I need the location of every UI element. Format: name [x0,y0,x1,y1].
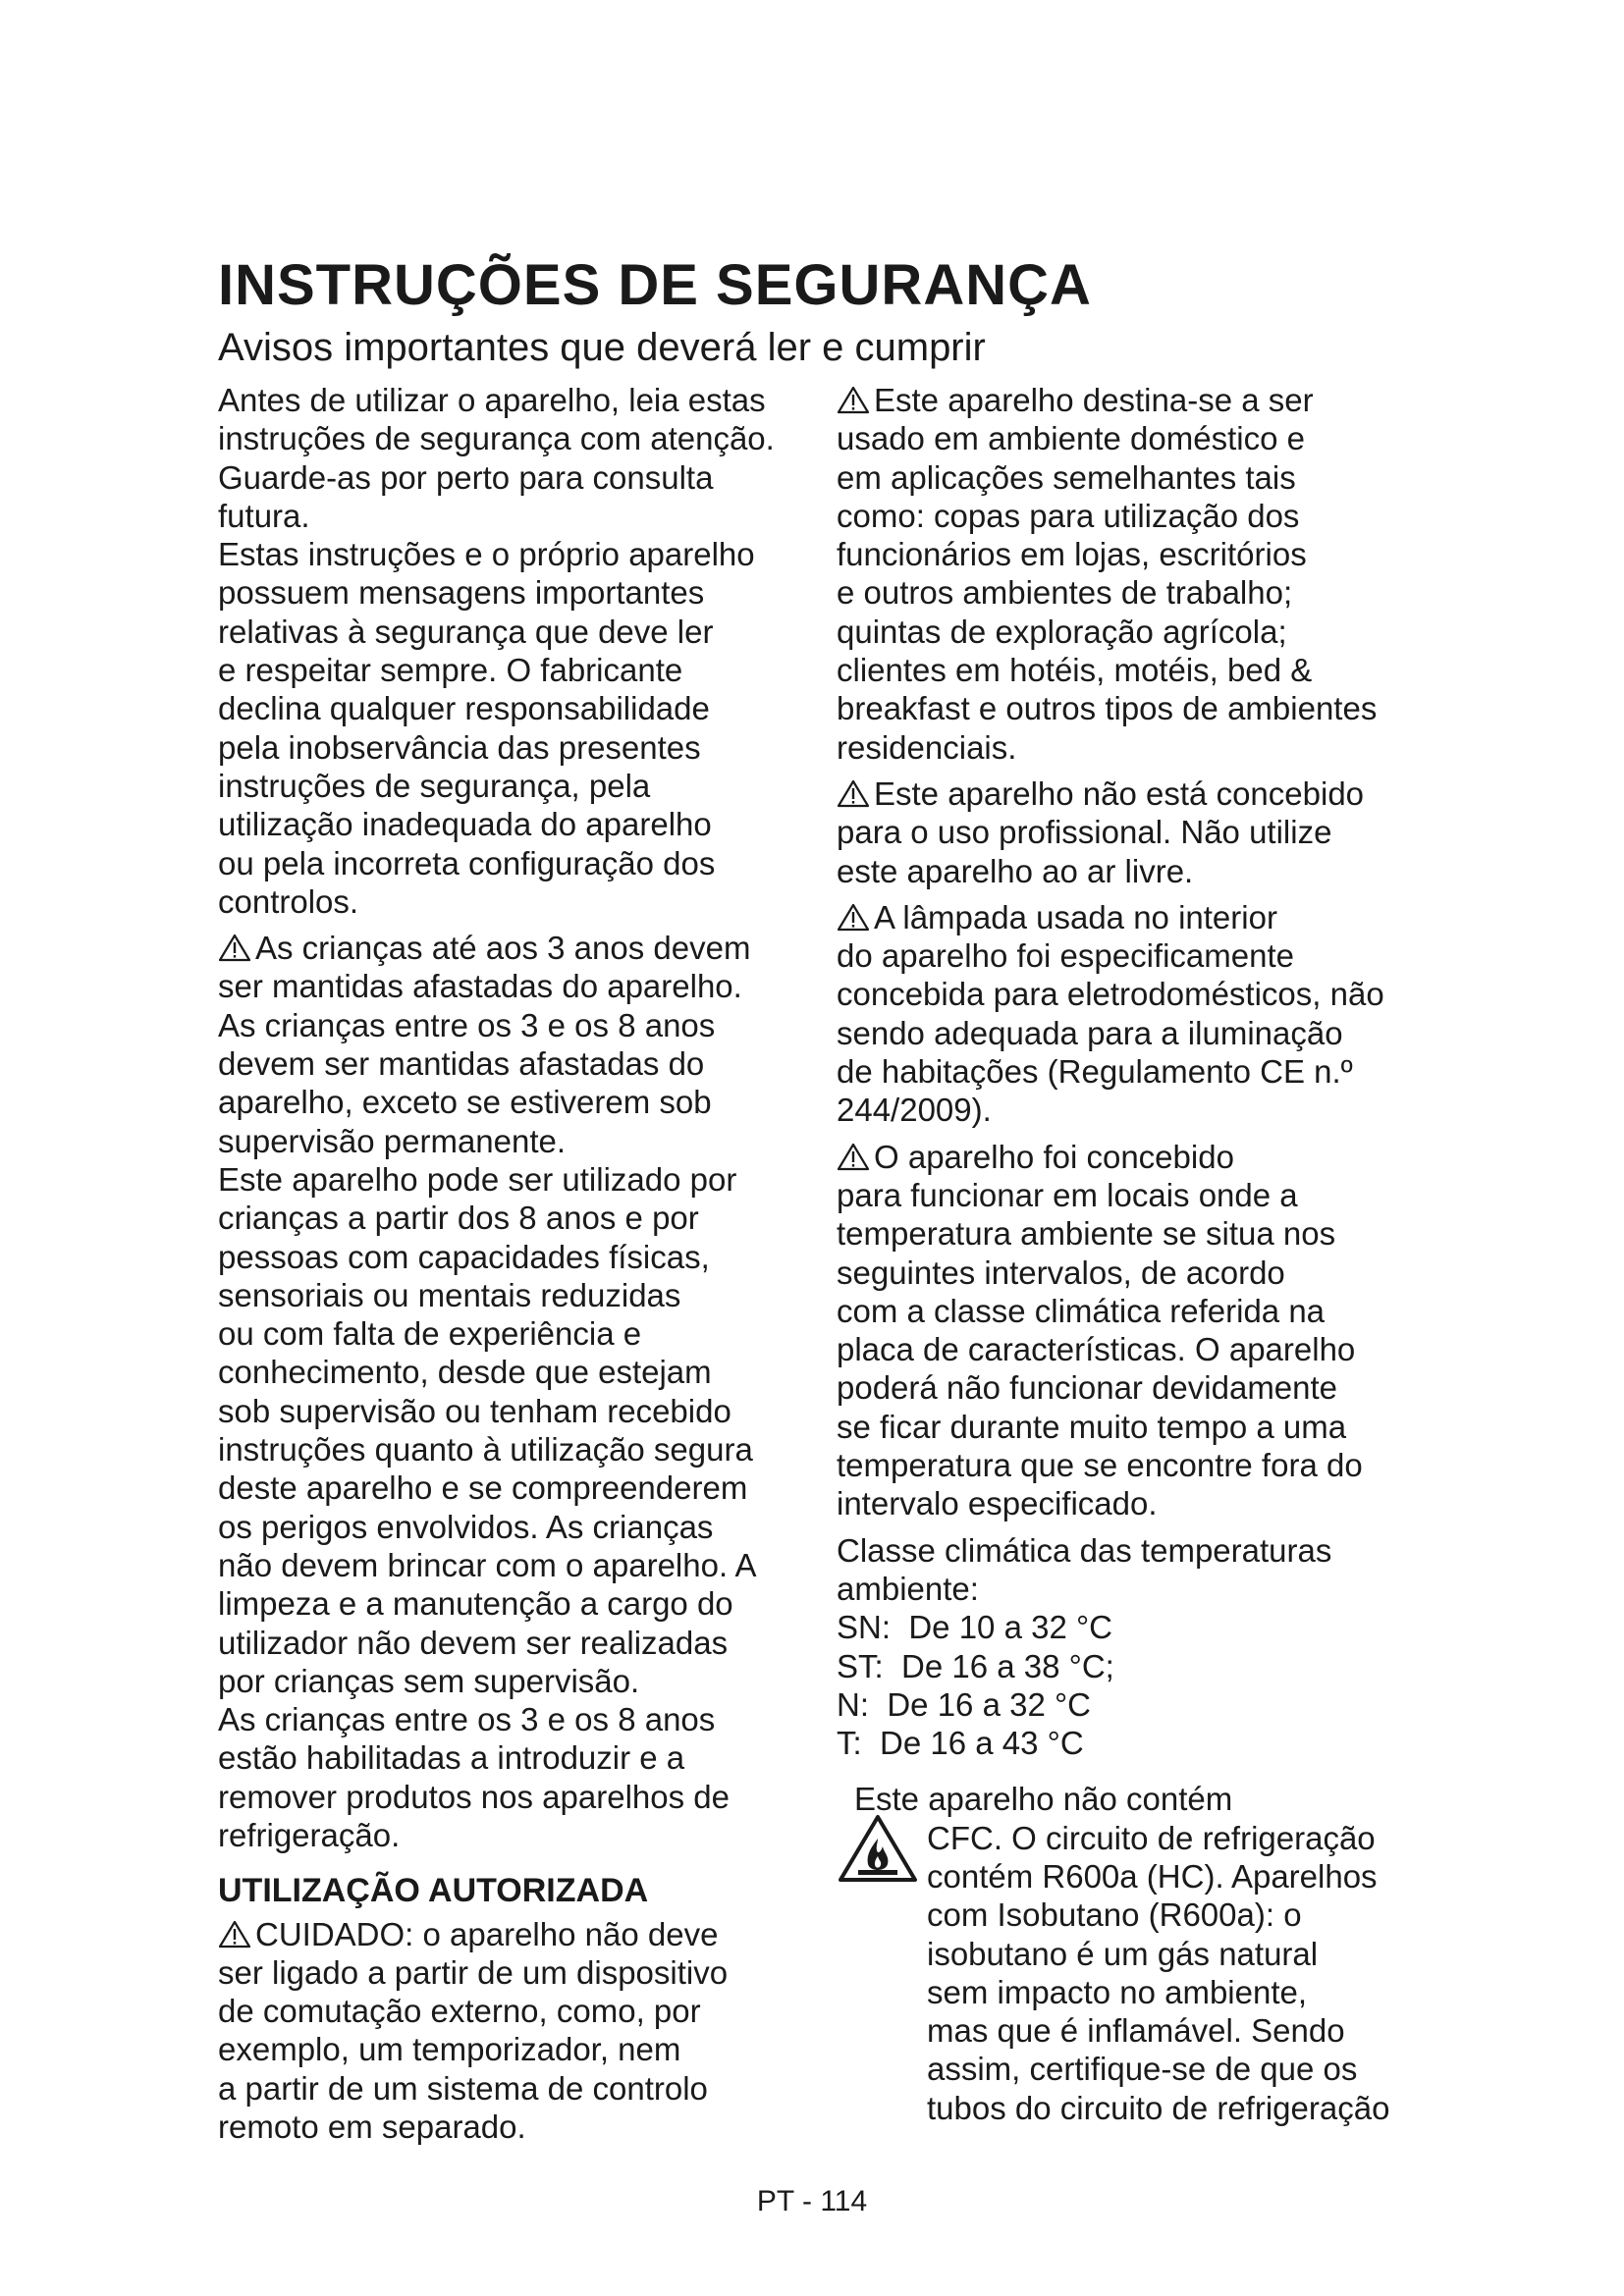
text-line [837,898,1426,936]
text-line: como: copas para utilização dos [837,497,1300,534]
warning-text: A lâmpada usada no interior [874,898,1277,935]
text-line: temperatura que se encontre fora do [837,1447,1363,1484]
climate-warning [837,1138,1426,1523]
text-line: crianças a partir dos 8 anos e por [218,1200,699,1237]
text-line: pessoas com capacidades físicas, [218,1238,710,1275]
warning-icon [837,902,870,932]
text-line: remover produtos nos aparelhos de [218,1778,730,1815]
text-line: Antes de utilizar o aparelho, leia estas [218,382,766,418]
text-line: Estas instruções e o próprio aparelho [218,536,755,573]
text-line: de comutação externo, como, por [218,1993,701,2030]
text-line: instruções quanto à utilização segura [218,1431,753,1468]
text-line: e respeitar sempre. O fabricante [218,652,683,689]
text-line: com a classe climática referida na [837,1292,1326,1329]
text-line: controlos. [218,882,359,920]
children-warning [218,929,817,1854]
text-line: quintas de exploração agrícola; [837,613,1287,650]
intro-paragraph [218,381,817,921]
text-line: isobutano é um gás natural [927,1935,1319,1972]
text-line: clientes em hotéis, motéis, bed & [837,652,1313,689]
climate-classes [837,1531,1426,1763]
warning-icon [218,933,251,962]
text-line: para funcionar em locais onde a [837,1176,1298,1213]
text-line: sensoriais ou mentais reduzidas [218,1276,681,1313]
text-line: futura. [218,497,310,534]
text-line: não devem brincar com o aparelho. A [218,1546,757,1583]
text-line: relativas à segurança que deve ler [218,613,714,650]
text-line: temperatura ambiente se situa nos [837,1215,1336,1253]
text-line: sob supervisão ou tenham recebido [218,1392,731,1429]
text-line: placa de características. O aparelho [837,1331,1356,1368]
text-line: instruções de segurança, pela [218,767,651,804]
text-line: sem impacto no ambiente, [927,1973,1308,2010]
text-line: Guarde-as por perto para consulta [218,458,714,496]
text-line: sendo adequada para a iluminação [837,1014,1343,1051]
text-line: assim, certifique-se de que os [927,2051,1358,2088]
warning-icon [837,1142,870,1171]
right-column [837,381,1426,2127]
lamp-warning [837,898,1426,1130]
warning-text: As crianças até aos 3 anos devem [255,930,751,967]
text-line: breakfast e outros tipos de ambientes [837,690,1378,727]
text-line: CFC. O circuito de refrigeração [927,1819,1376,1856]
text-line: concebida para eletrodomésticos, não [837,976,1384,1013]
text-line: Classe climática das temperaturas [837,1531,1332,1569]
text-line: Este aparelho não contém [854,1781,1233,1818]
text-line: ST: De 16 a 38 °C; [837,1647,1114,1684]
text-line: ambiente: [837,1570,979,1607]
text-line: contém R600a (HC). Aparelhos [927,1857,1378,1895]
text-line [218,929,817,967]
text-line: conhecimento, desde que estejam [218,1354,712,1391]
text-line: se ficar durante muito tempo a uma [837,1408,1347,1445]
warning-text: O aparelho foi concebido [874,1138,1234,1175]
text-line: ser ligado a partir de um dispositivo [218,1953,729,1991]
text-line: os perigos envolvidos. As crianças [218,1508,714,1545]
text-line: com Isobutano (R600a): o [927,1896,1302,1934]
text-line: ser mantidas afastadas do aparelho. [218,968,742,1005]
text-line [837,774,1426,813]
text-line: utilização inadequada do aparelho [218,806,712,843]
text-line: SN: De 10 a 32 °C [837,1609,1112,1646]
page-number: PT - 114 [756,2185,868,2217]
text-line [218,1915,817,1953]
text-line: As crianças entre os 3 e os 8 anos [218,1701,716,1738]
text-line: utilizador não devem ser realizadas [218,1624,729,1661]
text-line: Este aparelho pode ser utilizado por [218,1160,737,1198]
warning-icon [837,385,870,414]
text-line: tubos do circuito de refrigeração [927,2089,1390,2126]
text-line: seguintes intervalos, de acordo [837,1254,1285,1291]
text-line: por crianças sem supervisão. [218,1662,640,1699]
text-line: e outros ambientes de trabalho; [837,574,1293,612]
text-line: supervisão permanente. [218,1122,567,1159]
flammable-warning-icon [837,1813,919,1884]
text-line: remoto em separado. [218,2109,526,2146]
text-line: em aplicações semelhantes tais [837,458,1296,496]
text-line: a partir de um sistema de controlo [218,2069,708,2107]
text-line: possuem mensagens importantes [218,574,705,612]
professional-use-warning [837,774,1426,890]
text-line: exemplo, um temporizador, nem [218,2031,681,2068]
text-line: ou pela incorreta configuração dos [218,844,716,881]
text-line: ou com falta de experiência e [218,1315,642,1353]
text-line: estão habilitadas a introduzir e a [218,1739,685,1777]
warning-text: Este aparelho destina-se a ser [874,382,1314,418]
text-line: este aparelho ao ar livre. [837,852,1194,889]
text-line: deste aparelho e se compreenderem [218,1469,748,1507]
text-line: do aparelho foi especificamente [837,937,1294,975]
text-line: declina qualquer responsabilidade [218,690,710,727]
left-column [218,381,817,2154]
text-line: 244/2009). [837,1092,992,1129]
warning-text: Este aparelho não está concebido [874,774,1365,812]
text-line: funcionários em lojas, escritórios [837,536,1307,573]
text-line: para o uso profissional. Não utilize [837,814,1332,851]
text-line: mas que é inflamável. Sendo [927,2012,1345,2050]
text-line: devem ser mantidas afastadas do [218,1045,705,1083]
domestic-use-warning [837,381,1426,767]
text-line: aparelho, exceto se estiverem sob [218,1084,712,1121]
text-line: instruções de segurança com atenção. [218,420,775,457]
text-line [837,381,1426,419]
text-line: refrigeração. [218,1816,401,1853]
text-line: de habitações (Regulamento CE n.º [837,1053,1353,1091]
text-line: poderá não funcionar devidamente [837,1369,1338,1407]
warning-icon [218,1919,251,1949]
warning-text: CUIDADO: o aparelho não deve [255,1915,719,1952]
text-line: pela inobservância das presentes [218,728,701,766]
text-line: T: De 16 a 43 °C [837,1725,1084,1762]
section-heading: UTILIZAÇÃO AUTORIZADA [218,1872,649,1910]
flammable-refrigerant-notice [837,1780,1426,2127]
text-line: limpeza e a manutenção a cargo do [218,1585,733,1623]
text-line: N: De 16 a 32 °C [837,1685,1091,1723]
caution-warning [218,1915,817,2147]
text-line: usado em ambiente doméstico e [837,420,1305,457]
text-line: As crianças entre os 3 e os 8 anos [218,1006,716,1043]
text-line: residenciais. [837,728,1017,766]
warning-icon [837,778,870,808]
page-subtitle: Avisos importantes que deverá ler e cumprir [218,326,986,369]
text-line [837,1138,1426,1176]
text-line: intervalo especificado. [837,1485,1158,1522]
page-title: INSTRUÇÕES DE SEGURANÇA [218,253,1092,317]
